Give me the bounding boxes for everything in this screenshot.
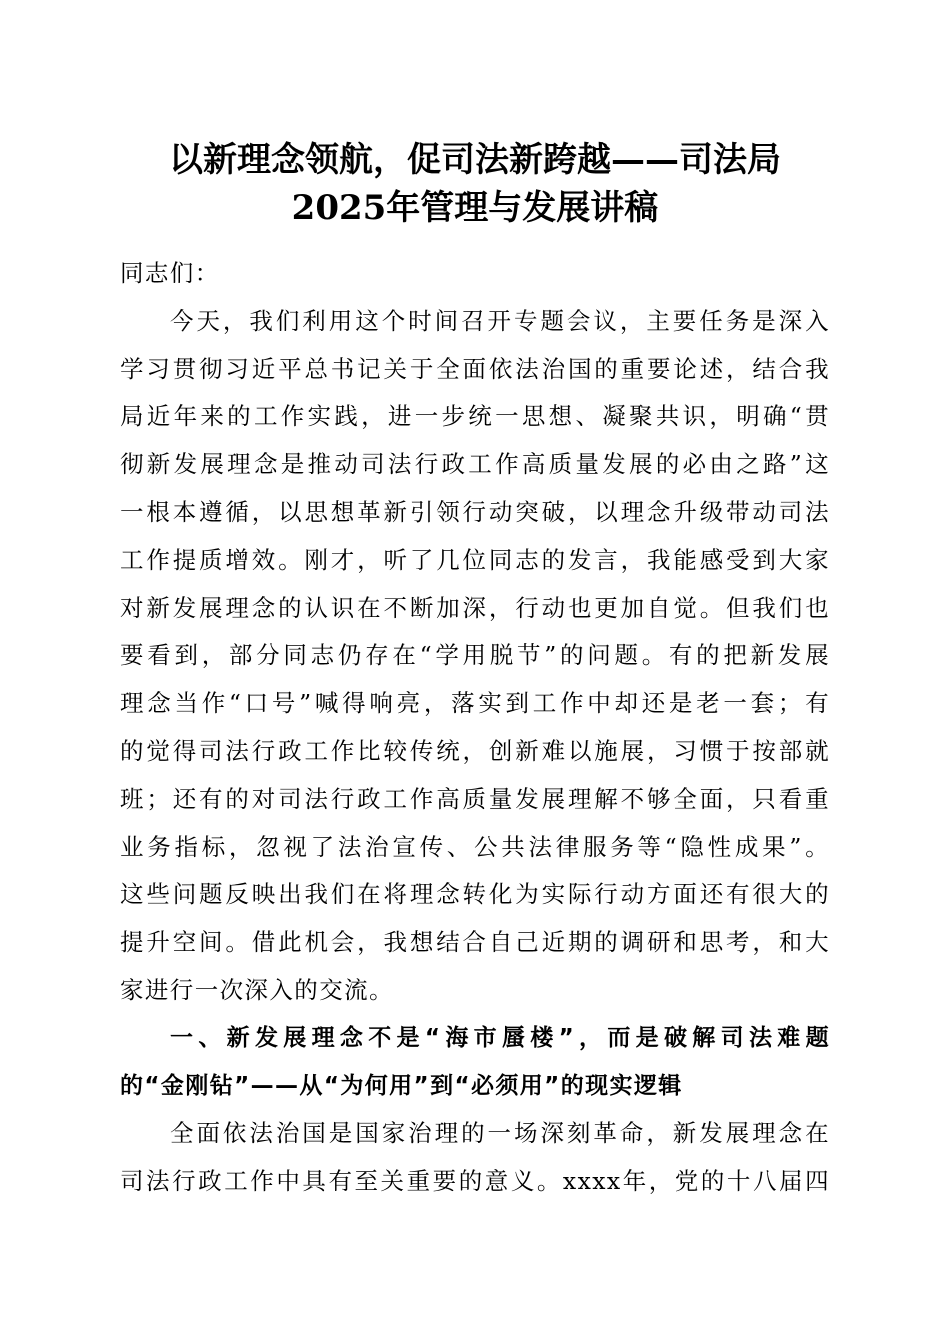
heading-line: 一、新发展理念不是“海市蜃楼”，而是破解司法难题	[170, 1024, 830, 1051]
salutation: 同志们：	[120, 259, 220, 287]
paragraph-line: 家进行一次深入的交流。	[120, 975, 394, 1004]
paragraph-line: 的觉得司法行政工作比较传统，创新难以施展，习惯于按部就	[120, 736, 830, 765]
paragraph-line: 局近年来的工作实践，进一步统一思想、凝聚共识，明确“贯	[120, 402, 830, 431]
paragraph-line: 提升空间。借此机会，我想结合自己近期的调研和思考，和大	[120, 928, 830, 957]
paragraph-1	[120, 298, 830, 1015]
paragraph-line: 一根本遵循，以思想革新引领行动突破，以理念升级带动司法	[120, 497, 830, 526]
paragraph-line: 司法行政工作中具有至关重要的意义。xxxx年，党的十八届四	[120, 1167, 830, 1196]
paragraph-line: 今天，我们利用这个时间召开专题会议，主要任务是深入	[170, 306, 830, 335]
title-line-1: 以新理念领航，促司法新跨越——司法局	[169, 140, 781, 180]
paragraph-line: 理念当作“口号”喊得响亮，落实到工作中却还是老一套；有	[120, 689, 830, 718]
title-line-2: 2025年管理与发展讲稿	[291, 188, 659, 228]
document-body	[120, 250, 830, 1206]
paragraph-line: 这些问题反映出我们在将理念转化为实际行动方面还有很大的	[120, 880, 830, 909]
paragraph-line: 彻新发展理念是推动司法行政工作高质量发展的必由之路”这	[120, 450, 830, 479]
section-heading-1	[120, 1015, 830, 1111]
paragraph-line: 班；还有的对司法行政工作高质量发展理解不够全面，只看重	[120, 784, 830, 813]
paragraph-line: 学习贯彻习近平总书记关于全面依法治国的重要论述，结合我	[120, 354, 830, 383]
paragraph-line: 全面依法治国是国家治理的一场深刻革命，新发展理念在	[170, 1119, 830, 1148]
paragraph-line: 业务指标，忽视了法治宣传、公共法律服务等“隐性成果”。	[120, 832, 830, 861]
paragraph-line: 工作提质增效。刚才，听了几位同志的发言，我能感受到大家	[120, 545, 830, 574]
heading-line: 的“金刚钻”——从“为何用”到“必须用”的现实逻辑	[120, 1072, 683, 1099]
paragraph-line: 要看到，部分同志仍存在“学用脱节”的问题。有的把新发展	[120, 641, 830, 670]
paragraph-2	[120, 1110, 830, 1206]
document-title	[120, 136, 830, 232]
paragraph-line: 对新发展理念的认识在不断加深，行动也更加自觉。但我们也	[120, 593, 830, 622]
